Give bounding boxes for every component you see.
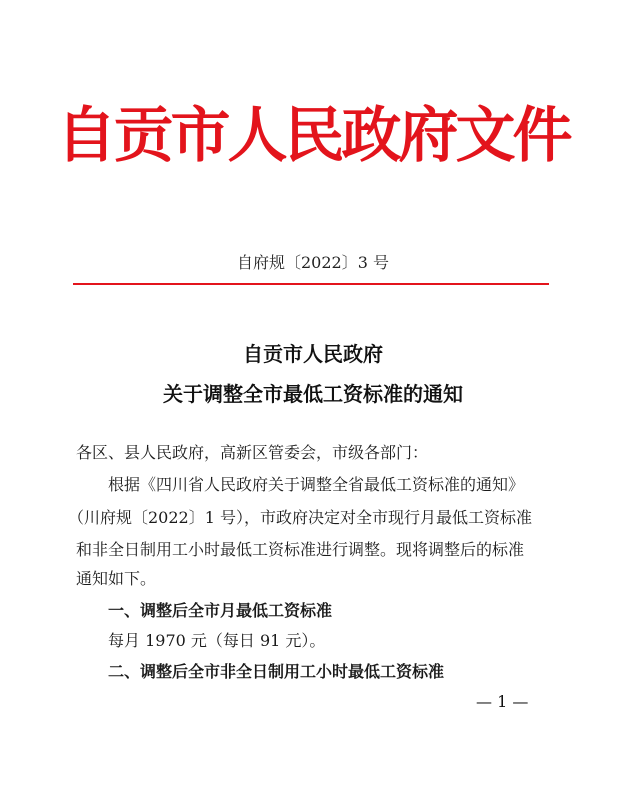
section-1-text: 每月 1970 元（每日 91 元）。	[108, 631, 326, 650]
addressee-line: 各区、县人民政府，高新区管委会，市级各部门：	[76, 443, 429, 462]
page-number: — 1 —	[476, 692, 529, 711]
paragraph-1-line-3: 和非全日制用工小时最低工资标准进行调整。现将调整后的标准	[76, 540, 525, 559]
notice-title-line-2: 关于调整全市最低工资标准的通知	[163, 382, 463, 406]
red-separator-line	[73, 283, 549, 285]
paragraph-1-line-2: （川府规〔2022〕1 号），市政府决定对全市现行月最低工资标准	[68, 508, 532, 527]
masthead-title: 自贡市人民政府文件	[56, 101, 570, 171]
document-number: 自府规〔2022〕3 号	[237, 253, 389, 272]
section-1-heading: 一、调整后全市月最低工资标准	[108, 601, 333, 620]
notice-title-line-1: 自贡市人民政府	[243, 342, 383, 366]
section-2-heading: 二、调整后全市非全日制用工小时最低工资标准	[108, 662, 445, 681]
paragraph-1-line-4: 通知如下。	[76, 569, 157, 588]
paragraph-1-line-1: 根据《四川省人民政府关于调整全省最低工资标准的通知》	[108, 475, 525, 494]
